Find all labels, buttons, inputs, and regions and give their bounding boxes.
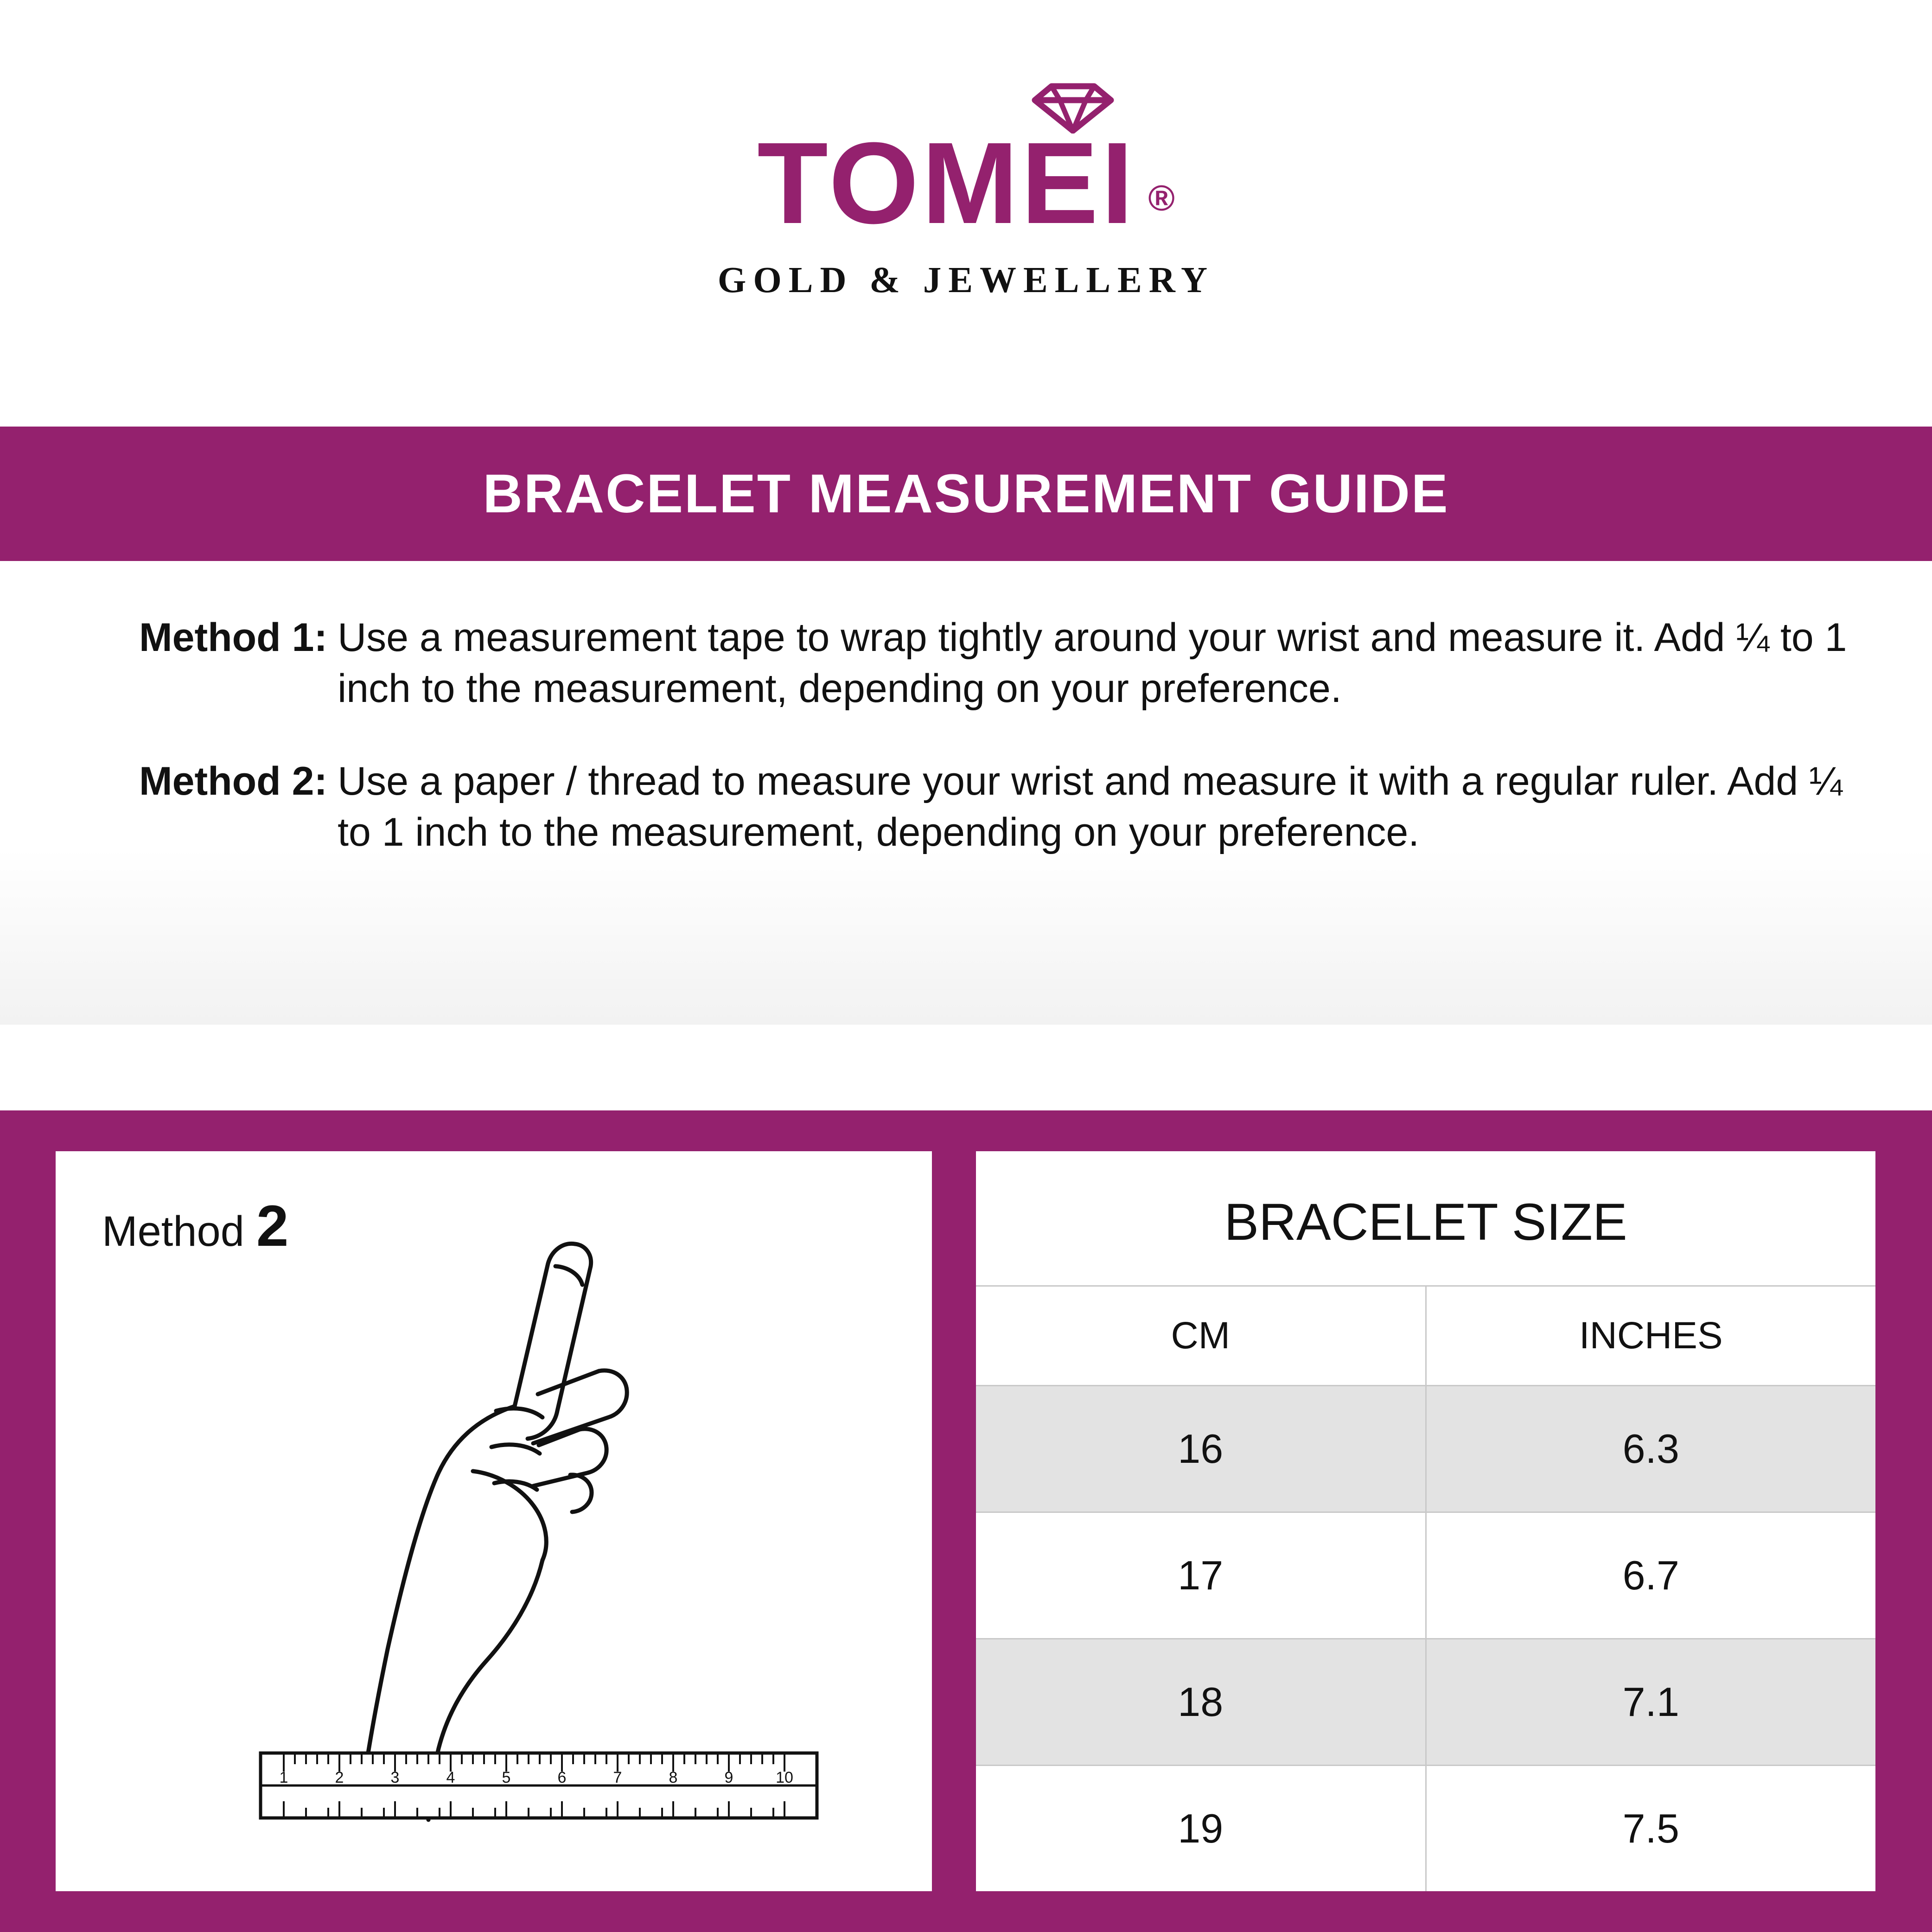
table-row [976, 1512, 1875, 1639]
cell-inches: 6.3 [1426, 1386, 1875, 1512]
bottom-panel [0, 1110, 1932, 1932]
cell-cm: 18 [976, 1639, 1426, 1766]
cell-cm: 19 [976, 1766, 1426, 1891]
brand-tagline: GOLD & JEWELLERY [717, 260, 1215, 300]
column-header-cm: CM [976, 1287, 1426, 1386]
size-table-title: BRACELET SIZE [976, 1151, 1875, 1287]
cell-inches: 7.1 [1426, 1639, 1875, 1766]
table-row [976, 1639, 1875, 1766]
svg-text:9: 9 [724, 1769, 733, 1786]
illustration-caption-prefix: Method [102, 1208, 244, 1255]
page-title: BRACELET MEASUREMENT GUIDE [483, 463, 1449, 524]
brand-lockup [717, 118, 1215, 301]
brand-wordmark: TOMEI [757, 118, 1136, 248]
svg-text:4: 4 [446, 1769, 455, 1786]
table-row [976, 1386, 1875, 1512]
column-header-inches: INCHES [1426, 1287, 1875, 1386]
ruler-icon [261, 1753, 817, 1818]
brand-wordmark-row [757, 118, 1175, 248]
hand-with-ruler-illustration [255, 1211, 913, 1870]
cell-cm: 17 [976, 1512, 1426, 1639]
bracelet-size-table-card [976, 1151, 1875, 1891]
svg-text:7: 7 [613, 1769, 622, 1786]
method-1-text: Use a measurement tape to wrap tightly around your wrist and measure it. Add ¼ to 1 inch to the measurement, depending on your preference. [338, 615, 1847, 711]
svg-text:1: 1 [279, 1769, 288, 1786]
brand-header [0, 0, 1932, 427]
table-row [976, 1766, 1875, 1891]
diamond-icon [1031, 83, 1115, 136]
method-2-text: Use a paper / thread to measure your wrist and measure it with a regular ruler. Add ¼ to 1 inch to the measurement, depending on your preference. [338, 759, 1843, 855]
method-2-block [0, 756, 1932, 858]
method-2-label: Method 2: [139, 759, 328, 804]
cell-inches: 7.5 [1426, 1766, 1875, 1891]
size-table [976, 1287, 1875, 1891]
svg-text:5: 5 [502, 1769, 511, 1786]
svg-text:8: 8 [669, 1769, 678, 1786]
svg-text:6: 6 [557, 1769, 567, 1786]
cell-inches: 6.7 [1426, 1512, 1875, 1639]
registered-trademark-icon: ® [1148, 178, 1175, 218]
cell-cm: 16 [976, 1386, 1426, 1512]
page-title-bar [0, 427, 1932, 561]
illustration-card [56, 1151, 932, 1891]
method-1-label: Method 1: [139, 615, 328, 660]
svg-text:10: 10 [776, 1769, 793, 1786]
svg-text:3: 3 [390, 1769, 400, 1786]
illustration-caption-number: 2 [256, 1194, 289, 1258]
methods-section [0, 561, 1932, 1025]
svg-text:2: 2 [335, 1769, 344, 1786]
table-header-row [976, 1287, 1875, 1386]
method-1-block [0, 612, 1932, 714]
